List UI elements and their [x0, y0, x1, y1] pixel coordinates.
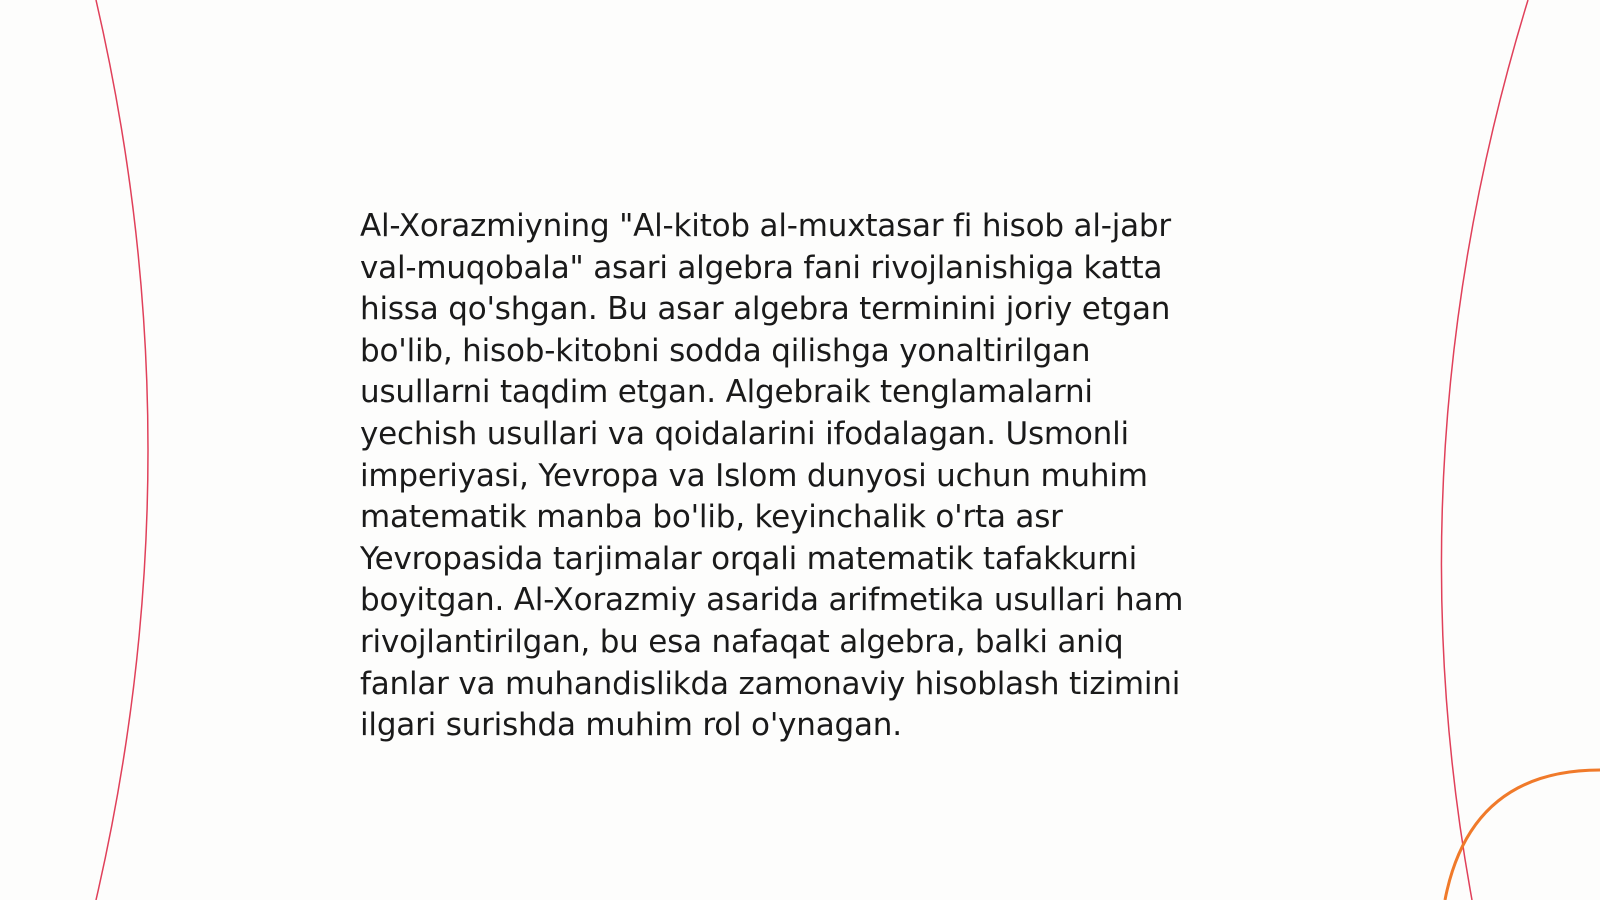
text-line: rivojlantirilgan, bu esa nafaqat algebra, balki aniq — [360, 623, 1124, 660]
text-line: Yevropasida tarjimalar orqali matematik tafakkurni — [360, 540, 1137, 577]
text-line: usullarni taqdim etgan. Algebraik tenglamalarni — [360, 374, 1093, 411]
text-line: hissa qo'shgan. Bu asar algebra terminini joriy etgan — [360, 291, 1171, 328]
text-line: Al-Xorazmiyning "Al-kitob al-muxtasar fi hisob al-jabr — [360, 208, 1171, 244]
text-line: imperiyasi, Yevropa va Islom dunyosi uchun muhim — [360, 457, 1148, 494]
text-line: matematik manba bo'lib, keyinchalik o'rta asr — [360, 499, 1063, 536]
text-line: ilgari surishda muhim rol o'ynagan. — [360, 707, 902, 744]
text-line: yechish usullari va qoidalarini ifodalagan. Usmonli — [360, 415, 1129, 452]
body-text — [360, 206, 1240, 747]
left-curve — [96, 0, 148, 900]
text-line: fanlar va muhandislikda zamonaviy hisoblash tizimini — [360, 665, 1181, 702]
text-line: val-muqobala" asari algebra fani rivojlanishiga katta — [360, 249, 1163, 286]
text-line: bo'lib, hisob-kitobni sodda qilishga yonaltirilgan — [360, 332, 1091, 369]
text-line: boyitgan. Al-Xorazmiy asarida arifmetika usullari ham — [360, 582, 1184, 619]
right-curve — [1441, 0, 1528, 900]
